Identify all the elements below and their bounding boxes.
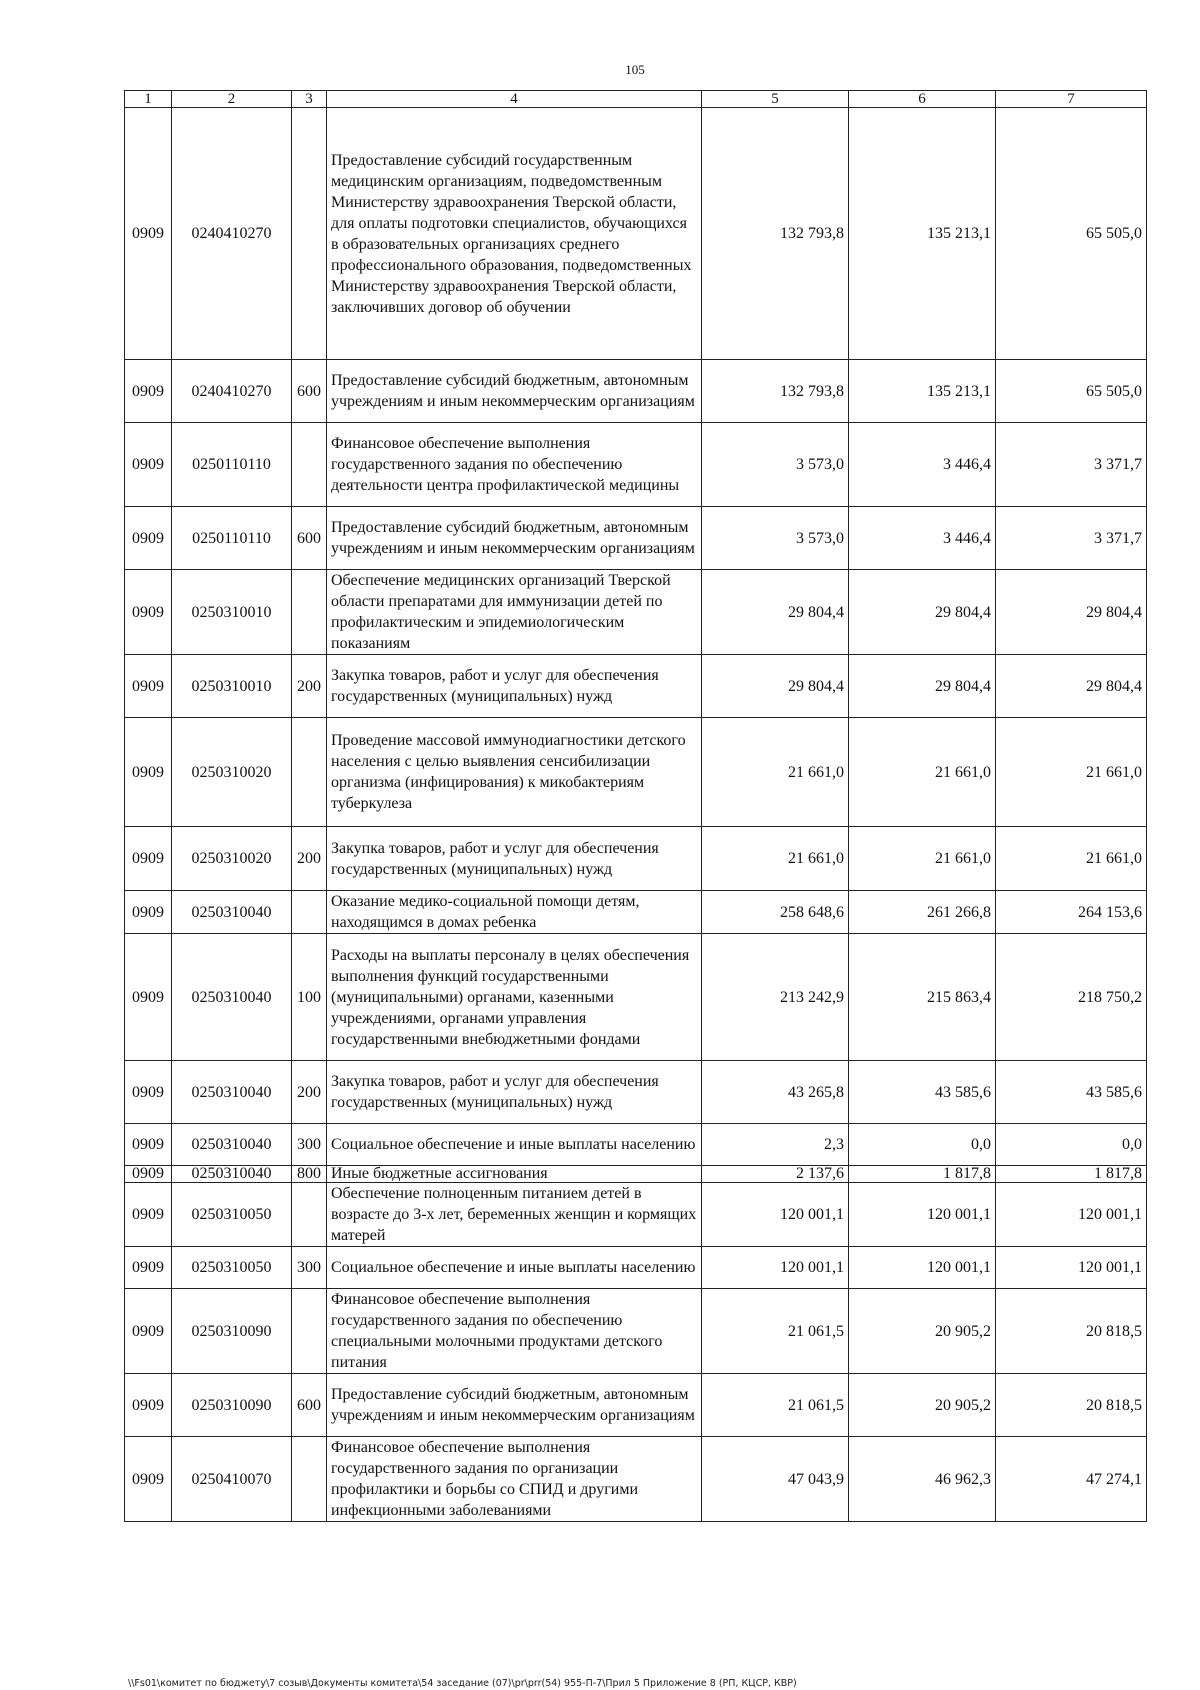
amount-year3-cell: 65 505,0 (996, 108, 1147, 360)
csr-code-cell: 0250410070 (172, 1437, 292, 1522)
description-cell: Предоставление субсидий бюджетным, автономным учреждениям и иным некоммерческим организациям (327, 360, 702, 423)
csr-code-cell: 0250310010 (172, 570, 292, 655)
amount-year1-cell: 21 661,0 (702, 718, 849, 827)
csr-code-cell: 0250310040 (172, 891, 292, 934)
table-row (125, 1166, 1147, 1183)
amount-year1-cell: 258 648,6 (702, 891, 849, 934)
csr-code-cell: 0240410270 (172, 108, 292, 360)
header-cell: 5 (702, 91, 849, 108)
amount-year1-cell: 120 001,1 (702, 1183, 849, 1247)
description-cell: Предоставление субсидий государственным медицинским организациям, подведомственным Министерству здравоохранения Тверской области, для оплаты подготовки специалистов, обучающихся в образовательных организациях среднего профессионального образования, подведомственных Министерству здравоохранения Тверской области, заключивших договор об обучении (327, 108, 702, 360)
section-cell: 0909 (125, 1061, 172, 1124)
description-cell: Предоставление субсидий бюджетным, автономным учреждениям и иным некоммерческим организациям (327, 1374, 702, 1437)
description-cell: Обеспечение полноценным питанием детей в возрасте до 3-х лет, беременных женщин и кормящих матерей (327, 1183, 702, 1247)
csr-code-cell: 0250310040 (172, 1061, 292, 1124)
description-cell: Проведение массовой иммунодиагностики детского населения с целью выявления сенсибилизации организма (инфицирования) к микобактериям туберкулеза (327, 718, 702, 827)
expense-type-cell (292, 1437, 327, 1522)
expense-type-cell: 300 (292, 1247, 327, 1289)
amount-year2-cell: 120 001,1 (849, 1183, 996, 1247)
section-cell: 0909 (125, 1289, 172, 1374)
table-row (125, 1374, 1147, 1437)
header-cell: 3 (292, 91, 327, 108)
amount-year2-cell: 135 213,1 (849, 360, 996, 423)
csr-code-cell: 0250310050 (172, 1183, 292, 1247)
amount-year1-cell: 21 661,0 (702, 827, 849, 891)
description-cell: Обеспечение медицинских организаций Тверской области препаратами для иммунизации детей по профилактическим и эпидемиологическим показаниям (327, 570, 702, 655)
table-row (125, 655, 1147, 718)
csr-code-cell: 0240410270 (172, 360, 292, 423)
header-cell: 6 (849, 91, 996, 108)
amount-year1-cell: 47 043,9 (702, 1437, 849, 1522)
table-row (125, 423, 1147, 507)
amount-year1-cell: 3 573,0 (702, 423, 849, 507)
amount-year1-cell: 213 242,9 (702, 934, 849, 1061)
header-cell: 7 (996, 91, 1147, 108)
table-row (125, 108, 1147, 360)
description-cell: Социальное обеспечение и иные выплаты населению (327, 1124, 702, 1166)
csr-code-cell: 0250310040 (172, 1124, 292, 1166)
amount-year2-cell: 135 213,1 (849, 108, 996, 360)
table-row (125, 1183, 1147, 1247)
section-cell: 0909 (125, 934, 172, 1061)
amount-year1-cell: 43 265,8 (702, 1061, 849, 1124)
amount-year3-cell: 120 001,1 (996, 1247, 1147, 1289)
amount-year1-cell: 21 061,5 (702, 1374, 849, 1437)
description-cell: Социальное обеспечение и иные выплаты населению (327, 1247, 702, 1289)
header-row (125, 91, 1147, 108)
section-cell: 0909 (125, 827, 172, 891)
amount-year3-cell: 120 001,1 (996, 1183, 1147, 1247)
csr-code-cell: 0250310090 (172, 1374, 292, 1437)
amount-year1-cell: 29 804,4 (702, 570, 849, 655)
header-cell: 2 (172, 91, 292, 108)
expense-type-cell: 100 (292, 934, 327, 1061)
amount-year3-cell: 21 661,0 (996, 827, 1147, 891)
description-cell: Расходы на выплаты персоналу в целях обеспечения выполнения функций государственными (муниципальными) органами, казенными учреждениями, органами управления государственными внебюджетными фондами (327, 934, 702, 1061)
section-cell: 0909 (125, 718, 172, 827)
amount-year1-cell: 132 793,8 (702, 108, 849, 360)
amount-year3-cell: 20 818,5 (996, 1289, 1147, 1374)
amount-year2-cell: 46 962,3 (849, 1437, 996, 1522)
amount-year2-cell: 21 661,0 (849, 718, 996, 827)
description-cell: Предоставление субсидий бюджетным, автономным учреждениям и иным некоммерческим организациям (327, 507, 702, 570)
section-cell: 0909 (125, 1124, 172, 1166)
section-cell: 0909 (125, 423, 172, 507)
csr-code-cell: 0250310090 (172, 1289, 292, 1374)
csr-code-cell: 0250310020 (172, 718, 292, 827)
section-cell: 0909 (125, 507, 172, 570)
amount-year2-cell: 29 804,4 (849, 570, 996, 655)
description-cell: Закупка товаров, работ и услуг для обеспечения государственных (муниципальных) нужд (327, 655, 702, 718)
expense-type-cell: 800 (292, 1166, 327, 1183)
csr-code-cell: 0250110110 (172, 423, 292, 507)
expense-type-cell (292, 1289, 327, 1374)
section-cell: 0909 (125, 655, 172, 718)
description-cell: Финансовое обеспечение выполнения государственного задания по организации профилактики и борьбы со СПИД и другими инфекционными заболеваниями (327, 1437, 702, 1522)
description-cell: Иные бюджетные ассигнования (327, 1166, 702, 1183)
description-cell: Оказание медико-социальной помощи детям, находящимся в домах ребенка (327, 891, 702, 934)
expense-type-cell: 600 (292, 360, 327, 423)
table-row (125, 827, 1147, 891)
expense-type-cell: 300 (292, 1124, 327, 1166)
amount-year3-cell: 65 505,0 (996, 360, 1147, 423)
expense-type-cell: 200 (292, 1061, 327, 1124)
amount-year3-cell: 218 750,2 (996, 934, 1147, 1061)
amount-year2-cell: 3 446,4 (849, 423, 996, 507)
amount-year2-cell: 215 863,4 (849, 934, 996, 1061)
amount-year3-cell: 20 818,5 (996, 1374, 1147, 1437)
amount-year1-cell: 2 137,6 (702, 1166, 849, 1183)
section-cell: 0909 (125, 1183, 172, 1247)
section-cell: 0909 (125, 1374, 172, 1437)
amount-year2-cell: 29 804,4 (849, 655, 996, 718)
amount-year3-cell: 29 804,4 (996, 655, 1147, 718)
header-cell: 1 (125, 91, 172, 108)
amount-year3-cell: 29 804,4 (996, 570, 1147, 655)
expense-type-cell (292, 718, 327, 827)
expense-type-cell: 600 (292, 1374, 327, 1437)
expense-type-cell: 200 (292, 655, 327, 718)
amount-year3-cell: 0,0 (996, 1124, 1147, 1166)
amount-year2-cell: 21 661,0 (849, 827, 996, 891)
amount-year2-cell: 261 266,8 (849, 891, 996, 934)
section-cell: 0909 (125, 891, 172, 934)
section-cell: 0909 (125, 1247, 172, 1289)
amount-year1-cell: 3 573,0 (702, 507, 849, 570)
expense-type-cell (292, 891, 327, 934)
amount-year1-cell: 120 001,1 (702, 1247, 849, 1289)
amount-year2-cell: 120 001,1 (849, 1247, 996, 1289)
expense-type-cell (292, 1183, 327, 1247)
table-row (125, 507, 1147, 570)
section-cell: 0909 (125, 1166, 172, 1183)
section-cell: 0909 (125, 1437, 172, 1522)
amount-year2-cell: 1 817,8 (849, 1166, 996, 1183)
section-cell: 0909 (125, 108, 172, 360)
csr-code-cell: 0250310010 (172, 655, 292, 718)
table-row (125, 1061, 1147, 1124)
page-number: 105 (625, 62, 645, 77)
amount-year1-cell: 2,3 (702, 1124, 849, 1166)
csr-code-cell: 0250310020 (172, 827, 292, 891)
csr-code-cell: 0250310050 (172, 1247, 292, 1289)
section-cell: 0909 (125, 360, 172, 423)
amount-year3-cell: 21 661,0 (996, 718, 1147, 827)
csr-code-cell: 0250310040 (172, 1166, 292, 1183)
amount-year3-cell: 3 371,7 (996, 507, 1147, 570)
section-cell: 0909 (125, 570, 172, 655)
description-cell: Финансовое обеспечение выполнения государственного задания по обеспечению специальными молочными продуктами детского питания (327, 1289, 702, 1374)
expense-type-cell: 200 (292, 827, 327, 891)
amount-year2-cell: 43 585,6 (849, 1061, 996, 1124)
amount-year2-cell: 3 446,4 (849, 507, 996, 570)
table-row (125, 934, 1147, 1061)
table-row (125, 360, 1147, 423)
expense-type-cell (292, 108, 327, 360)
description-cell: Закупка товаров, работ и услуг для обеспечения государственных (муниципальных) нужд (327, 1061, 702, 1124)
description-cell: Финансовое обеспечение выполнения государственного задания по обеспечению деятельности центра профилактической медицины (327, 423, 702, 507)
header-cell: 4 (327, 91, 702, 108)
table-row (125, 891, 1147, 934)
expense-type-cell: 600 (292, 507, 327, 570)
amount-year2-cell: 0,0 (849, 1124, 996, 1166)
amount-year3-cell: 43 585,6 (996, 1061, 1147, 1124)
amount-year1-cell: 21 061,5 (702, 1289, 849, 1374)
expense-type-cell (292, 423, 327, 507)
amount-year3-cell: 47 274,1 (996, 1437, 1147, 1522)
description-cell: Закупка товаров, работ и услуг для обеспечения государственных (муниципальных) нужд (327, 827, 702, 891)
amount-year3-cell: 264 153,6 (996, 891, 1147, 934)
file-path-footer: \\Fs01\комитет по бюджету\7 созыв\Документы комитета\54 заседание (07)\pr\prr(54) 955-П-7\Прил 5 Приложение 8 (РП, КЦСР, КВР) (128, 1678, 797, 1689)
expense-type-cell (292, 570, 327, 655)
csr-code-cell: 0250310040 (172, 934, 292, 1061)
table-row (125, 1437, 1147, 1522)
table-row (125, 1289, 1147, 1374)
amount-year3-cell: 3 371,7 (996, 423, 1147, 507)
table-row (125, 1247, 1147, 1289)
budget-table (124, 90, 1147, 1522)
amount-year1-cell: 132 793,8 (702, 360, 849, 423)
amount-year3-cell: 1 817,8 (996, 1166, 1147, 1183)
amount-year2-cell: 20 905,2 (849, 1374, 996, 1437)
csr-code-cell: 0250110110 (172, 507, 292, 570)
amount-year1-cell: 29 804,4 (702, 655, 849, 718)
table-row (125, 1124, 1147, 1166)
table-row (125, 718, 1147, 827)
table-row (125, 570, 1147, 655)
amount-year2-cell: 20 905,2 (849, 1289, 996, 1374)
